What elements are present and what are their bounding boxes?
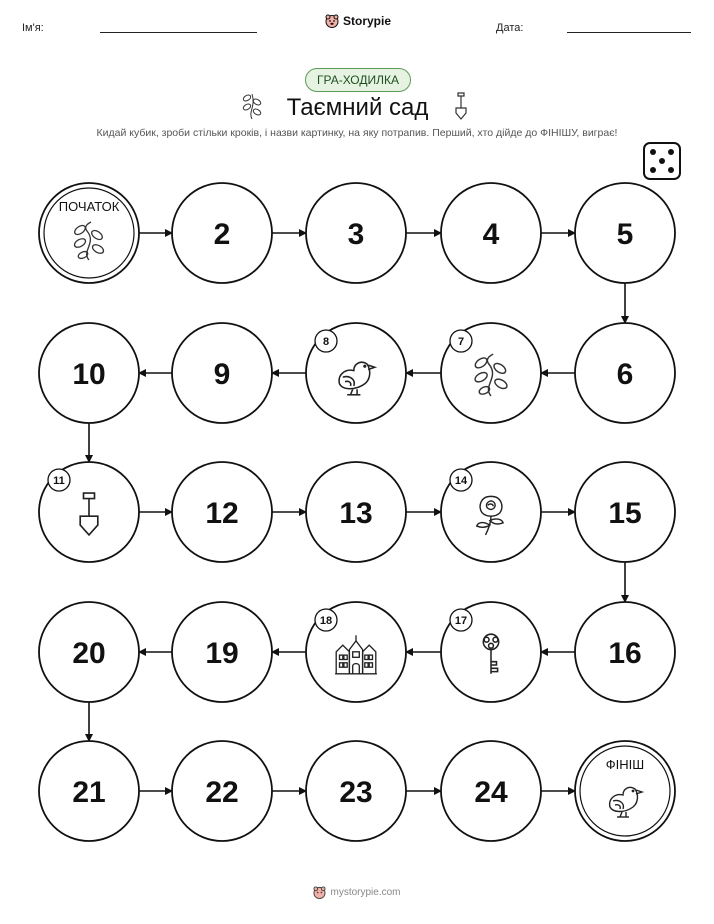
storypie-mascot-icon bbox=[313, 886, 326, 899]
board-cell-14 bbox=[441, 462, 541, 562]
cell-number: 19 bbox=[205, 637, 239, 670]
board-cell-7 bbox=[441, 323, 541, 423]
cell-number: 6 bbox=[616, 358, 634, 391]
board-cell-11 bbox=[39, 462, 139, 562]
board-cell-18 bbox=[306, 602, 406, 702]
brand-name: Storypie bbox=[343, 14, 392, 28]
cell-number: 13 bbox=[339, 497, 373, 530]
board-cell-21 bbox=[39, 741, 139, 841]
cell-number: 10 bbox=[72, 358, 106, 391]
cell-number-badge: 11 bbox=[53, 475, 65, 487]
cell-number-badge: 8 bbox=[322, 336, 330, 348]
date-label: Дата: bbox=[496, 22, 524, 34]
page-title: Таємний сад bbox=[286, 94, 429, 121]
cell-number: 3 bbox=[347, 218, 365, 251]
cell-number: 4 bbox=[482, 218, 500, 251]
board-cell-4 bbox=[441, 183, 541, 283]
cell-number-badge: 17 bbox=[454, 615, 468, 627]
name-label: Ім'я: bbox=[22, 22, 44, 34]
board-cell-10 bbox=[39, 323, 139, 423]
cell-number: 16 bbox=[608, 637, 642, 670]
board-cell-15 bbox=[575, 462, 675, 562]
board-cell-12 bbox=[172, 462, 272, 562]
board-cell-9 bbox=[172, 323, 272, 423]
cell-number: 21 bbox=[72, 776, 106, 809]
cell-number: 12 bbox=[205, 497, 239, 530]
board-cell-6 bbox=[575, 323, 675, 423]
cell-number: 20 bbox=[72, 637, 106, 670]
start-cell bbox=[39, 183, 139, 283]
cell-number-badge: 18 bbox=[319, 615, 333, 627]
cell-number-badge: 7 bbox=[457, 336, 465, 348]
cell-number: 15 bbox=[608, 497, 642, 530]
instructions: Кидай кубик, зроби стільки кроків, і назви картинку, на яку потрапив. Перший, хто дійде до ФІНІШУ, виграє! bbox=[96, 127, 618, 139]
board-cell-2 bbox=[172, 183, 272, 283]
footer-url: mystorypie.com bbox=[330, 887, 401, 898]
cell-number: 5 bbox=[616, 218, 634, 251]
board-cell-16 bbox=[575, 602, 675, 702]
board-cell-8 bbox=[306, 323, 406, 423]
cell-number: 22 bbox=[205, 776, 239, 809]
cell-number: 2 bbox=[213, 218, 231, 251]
board-cell-24 bbox=[441, 741, 541, 841]
board-cell-13 bbox=[306, 462, 406, 562]
board-cell-5 bbox=[575, 183, 675, 283]
board-cell-17 bbox=[441, 602, 541, 702]
board-cell-3 bbox=[306, 183, 406, 283]
board-cell-19 bbox=[172, 602, 272, 702]
cell-number: 23 bbox=[339, 776, 373, 809]
cell-number: 24 bbox=[474, 776, 508, 809]
game-type-badge: ГРА-ХОДИЛКА bbox=[305, 68, 411, 92]
cell-number: 9 bbox=[213, 358, 231, 391]
board-cells bbox=[39, 183, 675, 841]
footer bbox=[0, 886, 714, 899]
board-cell-22 bbox=[172, 741, 272, 841]
board-cell-20 bbox=[39, 602, 139, 702]
cell-number-badge: 14 bbox=[454, 475, 468, 487]
finish-label: ФІНІШ bbox=[605, 757, 645, 772]
finish-cell bbox=[575, 741, 675, 841]
board-cell-23 bbox=[306, 741, 406, 841]
start-label: ПОЧАТОК bbox=[58, 199, 120, 214]
